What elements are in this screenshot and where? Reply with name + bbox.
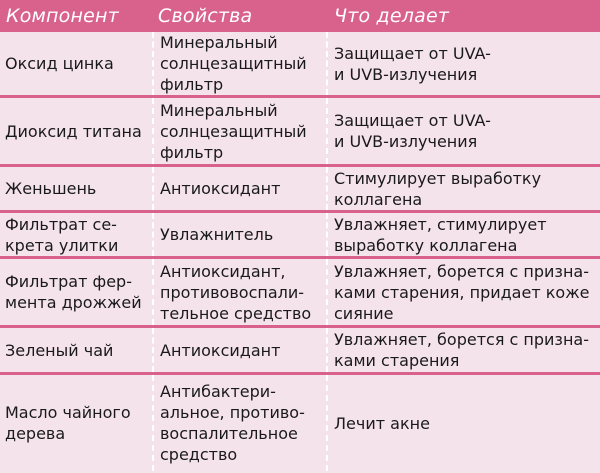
cell-effect: Защищает от UVA- и UVB-излучения xyxy=(334,43,491,84)
cell-properties: Антиоксидант xyxy=(152,167,328,210)
table-row xyxy=(0,259,600,328)
cell-component: Оксид цинка xyxy=(5,54,114,73)
header-effect: Что делает xyxy=(334,5,450,27)
table-row xyxy=(0,213,600,259)
cell-properties: Антибактери- альное, противо- воспалительное средство xyxy=(152,375,328,471)
table-row xyxy=(0,375,600,471)
header-component: Компонент xyxy=(6,5,119,27)
table-header xyxy=(0,0,600,32)
cell-effect: Увлажняет, борется с призна- ками старения xyxy=(334,330,589,370)
cell-properties: Минеральный солнцезащитный фильтр xyxy=(152,32,328,95)
cell-component: Масло чайного дерева xyxy=(5,403,131,443)
cell-component: Фильтрат се- крета улитки xyxy=(5,214,119,255)
table-row xyxy=(0,32,600,98)
table-row xyxy=(0,328,600,375)
cell-effect: Увлажняет, борется с призна- ками старения, придает коже сияние xyxy=(334,261,590,323)
table-row xyxy=(0,98,600,167)
cell-effect: Защищает от UVA- и UVB-излучения xyxy=(334,111,491,151)
cell-properties: Антиоксидант xyxy=(152,328,328,372)
cell-properties: Антиоксидант, противовоспали- тельное средство xyxy=(152,259,328,325)
cell-component: Женьшень xyxy=(5,179,97,198)
cell-effect: Стимулирует выработку коллагена xyxy=(334,168,542,209)
cell-component: Фильтрат фер- мента дрожжей xyxy=(5,272,142,312)
cell-properties: Увлажнитель xyxy=(152,213,328,256)
cell-effect: Увлажняет, стимулирует выработку коллагена xyxy=(334,214,547,255)
cell-component: Зеленый чай xyxy=(5,340,114,360)
table-row xyxy=(0,167,600,213)
cell-effect: Лечит акне xyxy=(334,413,430,433)
header-properties: Свойства xyxy=(158,5,253,27)
cell-properties: Минеральный солнцезащитный фильтр xyxy=(152,98,328,164)
cell-component: Диоксид титана xyxy=(5,121,142,141)
